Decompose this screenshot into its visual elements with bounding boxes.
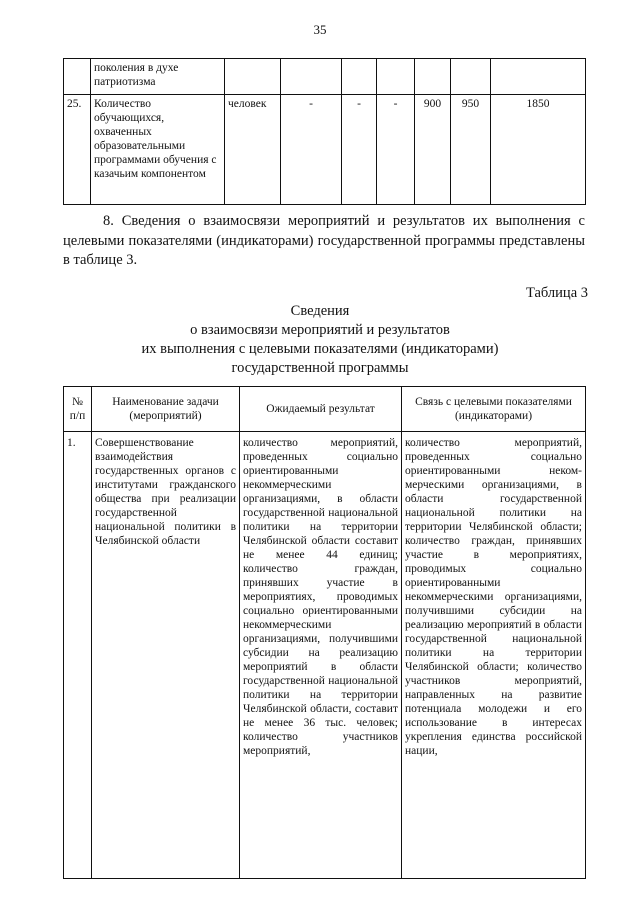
page-number: 35: [313, 22, 327, 37]
indicator-name: Количество обучающихся, охваченных образовательными программами обучения с казачьим компонентом: [91, 95, 225, 205]
indicator-link: количество мероприятий, проведенных социально ориентированными неком-мерческими организациями, в области государственной национальной политики на территории Челябинской области; количество граждан, принявших участие в мероприятиях, проводимых социально ориентированными некоммерческими организациями, получившими субсидии на реализацию мероприятий в области государственной национальной политики на территории Челябинской области; количество участников мероприятий, направленных на развитие потенциала молодежи и его использование в интересах укрепления единства российской нации,: [402, 432, 586, 879]
value: -: [281, 95, 342, 205]
table-caption: Таблица 3: [525, 285, 588, 301]
unit: человек: [225, 95, 281, 205]
table-header-row: [64, 387, 586, 432]
table-title: [0, 302, 640, 378]
header-link: Связь с целевыми показателями (индикаторами): [402, 387, 586, 432]
value: -: [377, 95, 415, 205]
value: 900: [415, 95, 451, 205]
cell-empty: [64, 59, 91, 95]
title-line: о взаимосвязи мероприятий и результатов: [190, 322, 450, 338]
row-number: 1.: [64, 432, 92, 879]
header-num: № п/п: [64, 387, 92, 432]
value: 950: [451, 95, 491, 205]
table-row: [64, 95, 586, 205]
value: -: [342, 95, 377, 205]
title-line: государственной программы: [231, 360, 409, 376]
task-name: Совершенствование взаимодействия государственных органов с институтами гражданского общества при реализации государственной национальной политики в Челябинской области: [92, 432, 240, 879]
title-line: их выполнения с целевыми показателями (индикаторами): [141, 341, 499, 357]
indicator-name: поколения в духе патриотизма: [91, 59, 225, 95]
title-line: Сведения: [290, 303, 350, 319]
table-row: [64, 59, 586, 95]
activities-table: [63, 386, 586, 879]
row-number: 25.: [64, 95, 91, 205]
header-task: Наименование задачи (мероприятий): [92, 387, 240, 432]
body-paragraph: 8. Сведения о взаимосвязи мероприятий и результатов их выполнения с целевыми показателями (индикаторами) государственной программы представлены в таблице 3.: [63, 213, 585, 268]
table-row: [64, 432, 586, 879]
header-result: Ожидаемый результат: [240, 387, 402, 432]
expected-result: количество мероприятий, проведенных социально ориентированными некоммерческими организациями, в области государственной национальной политики на территории Челябинской области составит не менее 44 единиц; количество граждан, принявших участие в мероприятиях, проводимых социально ориентированными некоммерческими организациями, получившими субсидии на реализацию мероприятий в области государственной национальной политики на территории Челябинской области, составит не менее 36 тыс. человек; количество участников мероприятий,: [240, 432, 402, 879]
indicators-table-continued: [63, 58, 586, 205]
value: 1850: [491, 95, 586, 205]
